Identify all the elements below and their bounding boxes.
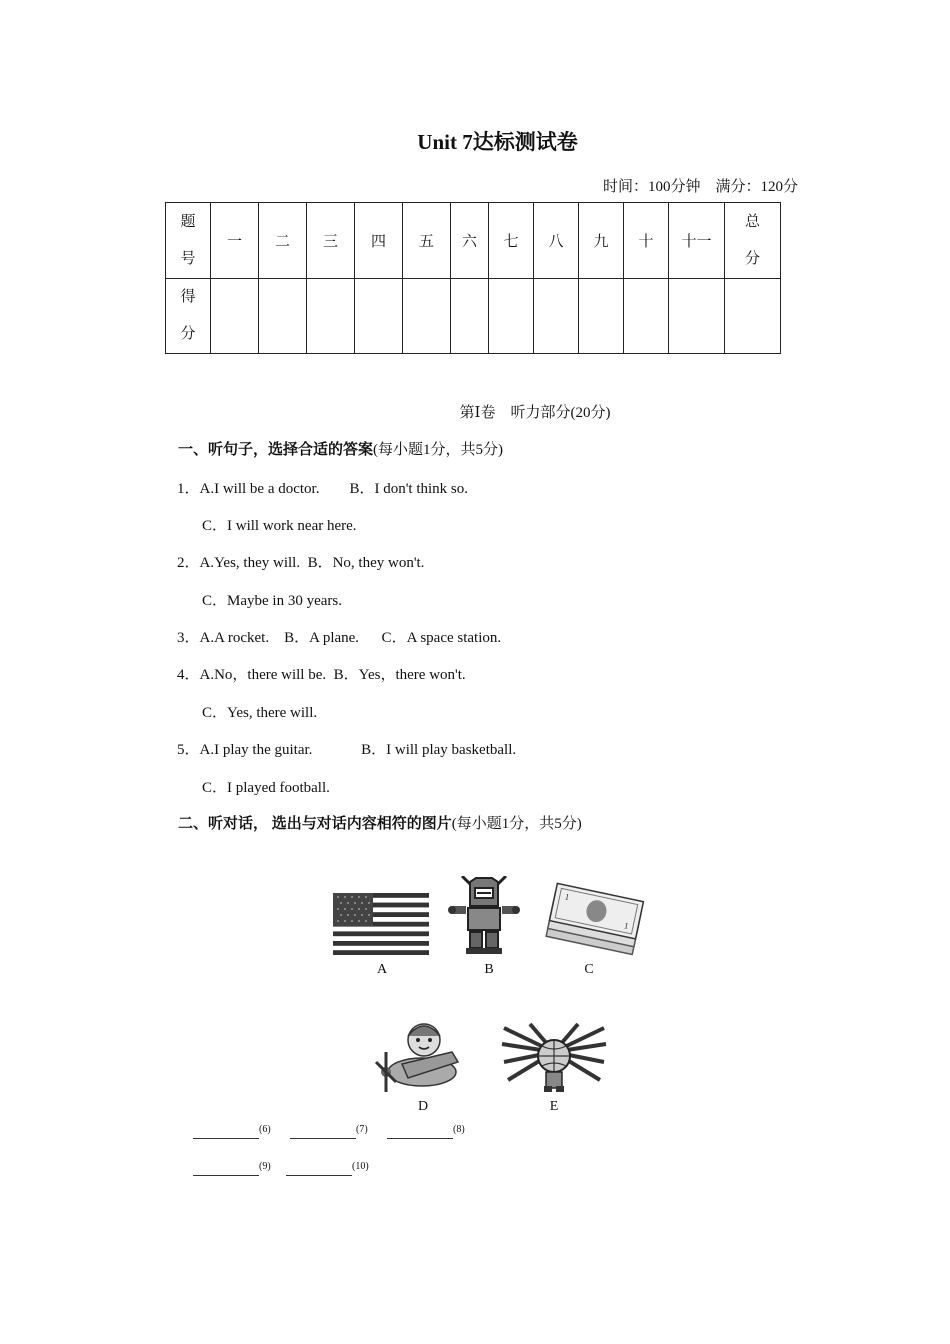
total-label [725, 203, 781, 279]
section1-heading [178, 438, 503, 459]
blank-number: (6) [259, 1124, 271, 1135]
pilot-plane-icon [372, 1012, 462, 1100]
header-cell: 五 [403, 203, 451, 279]
score-cell[interactable] [403, 279, 451, 354]
svg-text:1: 1 [563, 891, 571, 903]
globe-astronaut-icon [500, 1022, 608, 1094]
question-1-line1: 1．A.I will be a doctor. B．I don't think so. [177, 481, 469, 497]
score-table-header-row [166, 203, 781, 279]
image-label-c: C [584, 962, 594, 977]
blank-number: (9) [259, 1161, 271, 1172]
svg-text:1: 1 [623, 920, 630, 932]
header-cell: 九 [579, 203, 624, 279]
robot-icon [446, 876, 522, 956]
question-3-line1: 3．A.A rocket. B．A plane. C．A space station. [177, 630, 502, 646]
answer-blank-6[interactable] [193, 1124, 271, 1144]
image-label-d: D [417, 1099, 429, 1114]
answer-blank-7[interactable] [290, 1124, 368, 1144]
header-cell: 八 [534, 203, 579, 279]
score-table [165, 202, 781, 354]
score-table-score-row [166, 279, 781, 354]
image-label-a: A [376, 962, 388, 977]
score-cell[interactable] [624, 279, 669, 354]
exam-meta: 时间：100分钟 满分：120分 [602, 179, 798, 195]
blank-number: (7) [356, 1124, 368, 1135]
header-cell: 十 [624, 203, 669, 279]
blank-line[interactable] [193, 1161, 259, 1176]
blank-line[interactable] [290, 1124, 356, 1139]
score-cell[interactable] [211, 279, 259, 354]
score-cell[interactable] [259, 279, 307, 354]
score-cell[interactable] [579, 279, 624, 354]
label-char: 题 [180, 213, 196, 230]
header-cell: 二 [259, 203, 307, 279]
answer-blank-8[interactable] [387, 1124, 465, 1144]
image-label-e: E [549, 1099, 559, 1114]
question-2-line1: 2．A.Yes, they will. B．No, they won't. [177, 555, 425, 571]
question-4-line1: 4．A.No，there will be. B．Yes，there won't. [177, 667, 466, 683]
score-cell[interactable] [489, 279, 534, 354]
row-label-tihao [166, 203, 211, 279]
label-char: 号 [180, 250, 196, 267]
header-cell: 六 [451, 203, 489, 279]
question-1-line2: C．I will work near here. [202, 518, 357, 534]
answer-blank-9[interactable] [193, 1161, 271, 1181]
question-5-line1: 5．A.I play the guitar. B．I will play basketball. [177, 742, 517, 758]
label-char: 总 [744, 213, 760, 230]
blank-line[interactable] [193, 1124, 259, 1139]
score-cell[interactable] [451, 279, 489, 354]
blank-number: (8) [453, 1124, 465, 1135]
blank-line[interactable] [286, 1161, 352, 1176]
label-char: 分 [180, 326, 196, 342]
header-cell: 四 [355, 203, 403, 279]
section1-title: 一、听句子，选择合适的答案 [178, 442, 374, 458]
score-cell[interactable] [725, 279, 781, 354]
section2-title: 二、听对话， 选出与对话内容相符的图片 [178, 816, 452, 832]
label-char: 分 [744, 250, 760, 267]
image-label-b: B [484, 962, 494, 977]
score-cell[interactable] [534, 279, 579, 354]
score-cell[interactable] [355, 279, 403, 354]
blank-number: (10) [352, 1161, 369, 1172]
label-char: 得 [180, 289, 196, 305]
section1-note: (每小题1分，共5分) [373, 442, 504, 458]
score-cell[interactable] [669, 279, 725, 354]
question-2-line2: C．Maybe in 30 years. [202, 593, 342, 609]
question-5-line2: C．I played football. [202, 780, 330, 796]
score-cell[interactable] [307, 279, 355, 354]
banknotes-icon [545, 880, 645, 956]
header-cell: 十一 [669, 203, 725, 279]
section2-heading [178, 812, 582, 833]
usa-flag-icon [333, 893, 429, 955]
header-cell: 七 [489, 203, 534, 279]
header-cell: 一 [211, 203, 259, 279]
page-title: Unit 7达标测试卷 [417, 130, 578, 154]
section2-note: (每小题1分，共5分) [451, 816, 582, 832]
part-title: 第Ⅰ卷 听力部分(20分) [459, 405, 611, 421]
question-4-line2: C．Yes, there will. [202, 705, 318, 721]
blank-line[interactable] [387, 1124, 453, 1139]
row-label-defen [166, 279, 211, 354]
answer-blank-10[interactable] [286, 1161, 369, 1181]
header-cell: 三 [307, 203, 355, 279]
